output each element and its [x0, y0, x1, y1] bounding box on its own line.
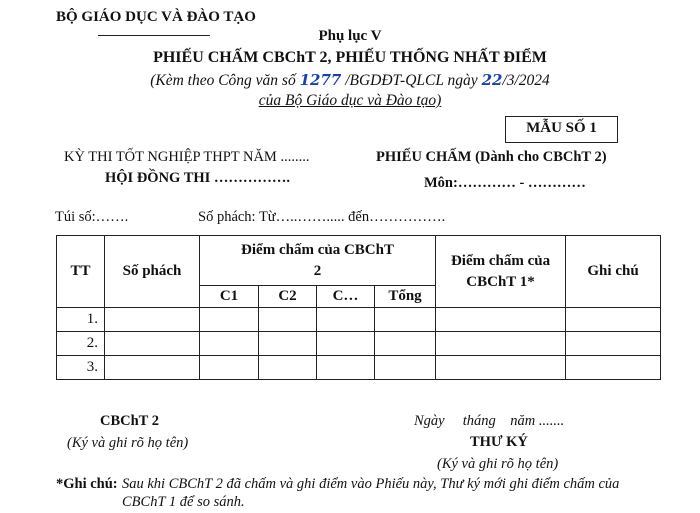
secret-code-range-field: Số phách: Từ…..……..... đến……………. [198, 209, 446, 225]
sheet-label: PHIẾU CHẤM (Dành cho CBChT 2) [376, 149, 607, 165]
table-cell[interactable] [375, 332, 436, 356]
appendix-label: Phụ lục V [318, 28, 382, 44]
header-cbcht2: Điểm chấm của CBChT 2 [200, 236, 436, 286]
table-cell[interactable] [259, 356, 317, 380]
footnote-line-1: Sau khi CBChT 2 đã chấm và ghi điểm vào Phiếu này, Thư ký mới ghi điểm chấm của [122, 476, 620, 492]
table-header-row [57, 236, 661, 286]
form-code: MẪU SỐ 1 [526, 120, 597, 136]
reference-date-suffix: /3/2024 [502, 72, 550, 89]
signature-left-title: CBChT 2 [100, 413, 159, 429]
subheader-c1: C1 [200, 286, 259, 308]
table-cell[interactable] [200, 356, 259, 380]
table-cell[interactable] [566, 308, 661, 332]
table-row [57, 332, 661, 356]
table-cell[interactable] [105, 332, 200, 356]
table-row [57, 356, 661, 380]
table-cell[interactable] [436, 356, 566, 380]
signature-date-line: Ngày tháng năm ....... [414, 413, 565, 429]
subheader-c2: C2 [259, 286, 317, 308]
table-cell[interactable] [317, 308, 375, 332]
signature-right-title: THƯ KÝ [470, 434, 528, 450]
table-cell[interactable] [566, 332, 661, 356]
footnote-label: *Ghi chú: [56, 476, 118, 492]
reference-line-2 [0, 92, 700, 110]
subheader-total: Tổng [375, 286, 436, 308]
table-cell[interactable] [105, 356, 200, 380]
row-number: 2. [57, 332, 105, 356]
bag-number-field: Túi số:……. [55, 209, 129, 225]
exam-name: KỲ THI TỐT NGHIỆP THPT NĂM ........ [64, 149, 310, 165]
header-cbcht1: Điểm chấm của CBChT 1* [436, 236, 566, 308]
table-cell[interactable] [200, 308, 259, 332]
table-cell[interactable] [375, 356, 436, 380]
table-cell[interactable] [317, 332, 375, 356]
reference-line [0, 71, 700, 90]
ministry-name: BỘ GIÁO DỤC VÀ ĐÀO TẠO [56, 9, 256, 25]
signature-right-note: (Ký và ghi rõ họ tên) [437, 456, 559, 472]
reference-number: 1277 [299, 71, 342, 89]
subheader-c-more: C… [317, 286, 375, 308]
reference-day: 22 [481, 71, 503, 89]
table-cell[interactable] [317, 356, 375, 380]
table-cell[interactable] [259, 332, 317, 356]
header-tt: TT [57, 236, 105, 308]
table-cell[interactable] [200, 332, 259, 356]
row-number: 3. [57, 356, 105, 380]
row-number: 1. [57, 308, 105, 332]
document-title: PHIẾU CHẤM CBChT 2, PHIẾU THỐNG NHẤT ĐIỂM [153, 49, 547, 66]
table-cell[interactable] [436, 332, 566, 356]
subject-field: Môn:………… - ………… [424, 175, 586, 191]
table-cell[interactable] [566, 356, 661, 380]
table-cell[interactable] [436, 308, 566, 332]
reference-issuer: của Bộ Giáo dục và Đào tạo) [258, 92, 442, 109]
signature-left-note: (Ký và ghi rõ họ tên) [67, 435, 189, 451]
footnote-line-2: CBChT 1 để so sánh. [122, 494, 245, 510]
reference-middle: /BGDĐT-QLCL ngày [345, 72, 478, 89]
exam-council: HỘI ĐỒNG THI ……………. [105, 170, 291, 186]
table-cell[interactable] [259, 308, 317, 332]
table-cell[interactable] [375, 308, 436, 332]
table-cell[interactable] [105, 308, 200, 332]
score-table [56, 235, 661, 380]
header-so-phach: Số phách [105, 236, 200, 308]
reference-prefix: (Kèm theo Công văn số [150, 72, 296, 89]
header-ghi-chu: Ghi chú [566, 236, 661, 308]
table-row [57, 308, 661, 332]
